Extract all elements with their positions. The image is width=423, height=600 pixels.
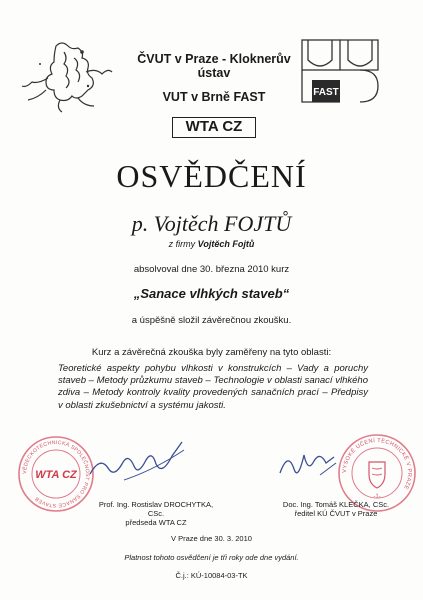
focus-intro: Kurz a závěrečná zkouška byly zaměřeny na tyto oblasti: xyxy=(91,347,332,358)
right-stamp-number: -1- xyxy=(373,494,381,500)
certificate-title: OSVĚDČENÍ xyxy=(116,158,307,194)
signatory-left-name: Prof. Ing. Rostislav DROCHYTKA, CSc. xyxy=(98,500,214,518)
signatory-left-role: předseda WTA CZ xyxy=(125,518,187,527)
institution-line-2: VUT v Brně FAST xyxy=(162,90,266,104)
firm-line xyxy=(0,239,423,249)
left-stamp-ring-text: VĚDECKOTECHNICKÁ SPOLEČNOST PRO SANACE STAVEB xyxy=(21,439,91,509)
course-name: „Sanace vlhkých staveb“ xyxy=(133,286,290,301)
lion-logo-icon xyxy=(18,38,116,114)
exam-passed-line: a úspěšně složil závěrečnou zkoušku. xyxy=(131,315,292,326)
firm-name: Vojtěch Fojtů xyxy=(197,239,255,249)
topics-text: Teoretické aspekty pohybu vlhkosti v konstrukcích – Vady a poruchy staveb – Metody průzkumu staveb – Technologie v oblasti sanací vlhkého zdiva – Metody kontroly kvality provedených sanačních prací – Předpisy v oblasti zkušebnictví a systému jakosti. xyxy=(58,363,368,411)
place-date: V Praze dne 30. 3. 2010 xyxy=(171,534,252,543)
signatory-right xyxy=(276,500,396,518)
institution-line-1: ČVUT v Praze - Kloknerův ústav xyxy=(137,52,291,80)
validity-note: Platnost tohoto osvědčení je tři roky ode dne vydání. xyxy=(124,553,299,562)
org-box: WTA CZ xyxy=(172,117,256,138)
registration-number: Č.j.: KÚ-10084-03-TK xyxy=(175,571,248,580)
signatory-right-role: ředitel KÚ ČVUT v Praze xyxy=(294,509,378,518)
recipient-name: p. Vojtěch FOJTŮ xyxy=(131,211,292,236)
fast-logo-icon xyxy=(300,38,382,106)
firm-prefix: z firmy xyxy=(168,239,196,249)
right-stamp-ring-text: VYSOKÉ UČENÍ TECHNICKÉ V PRAZE xyxy=(341,437,413,491)
completed-line: absolvoval dne 30. března 2010 kurz xyxy=(133,264,290,275)
signatory-left xyxy=(96,500,216,527)
signatory-right-name: Doc. Ing. Tomáš KLEČKA, CSc. xyxy=(282,500,390,509)
left-stamp-logo: WTA CZ xyxy=(35,469,77,481)
fast-logo-label: FAST xyxy=(313,87,339,98)
signature-left-icon xyxy=(84,440,204,492)
